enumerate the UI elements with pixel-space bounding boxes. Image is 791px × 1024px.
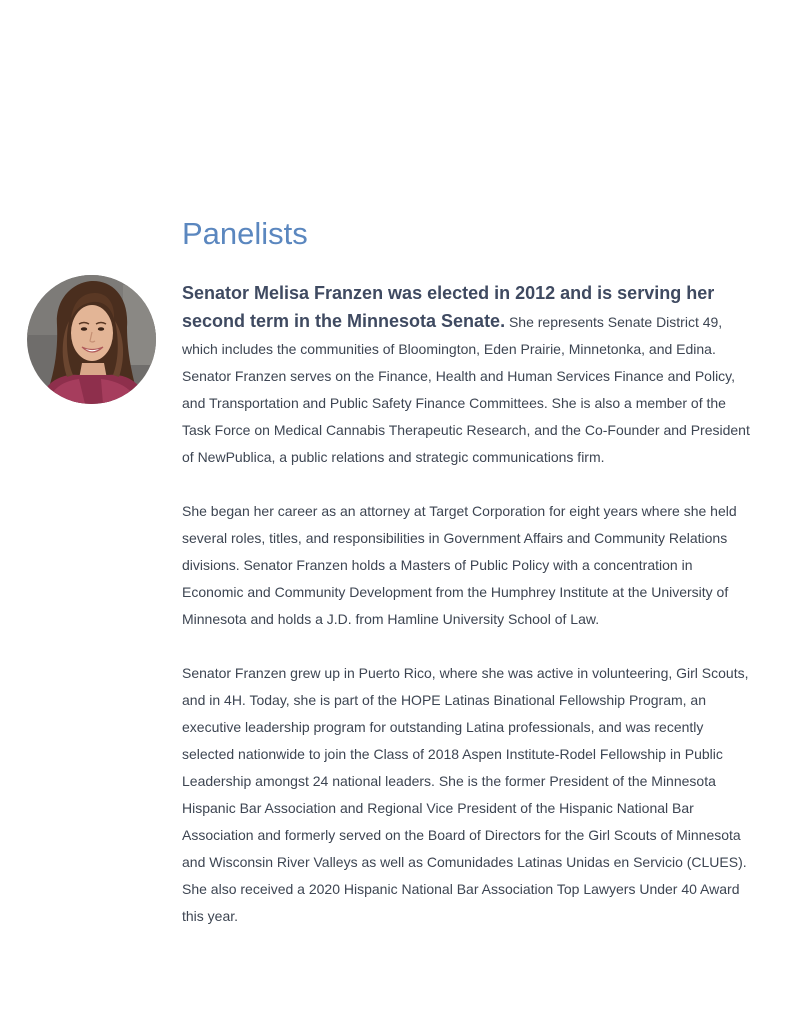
bio-lead: Senator Melisa Franzen was elected in 2012 and is serving her second term in the Minnesota Senate. <box>182 283 715 331</box>
bio-paragraph-3: Senator Franzen grew up in Puerto Rico, where she was active in volunteering, Girl Scouts, and in 4H. Today, she is part of the HOPE Latinas Binational Fellowship Program, an executive leadership program for outstanding Latina professionals, and was recently selected nationwide to join the Class of 2018 Aspen Institute-Rodel Fellowship in Public Leadership amongst 24 national leaders. She is the former President of the Minnesota Hispanic Bar Association and Regional Vice President of the Hispanic National Bar Association and formerly served on the Board of Directors for the Girl Scouts of Minnesota and Wisconsin River Valleys as well as Comunidades Latinas Unidas en Servicio (CLUES). She also received a 2020 Hispanic National Bar Association Top Lawyers Under 40 Award this year. <box>182 665 749 924</box>
bio-paragraph-1-text: She represents Senate District 49, which includes the communities of Bloomington, Eden Prairie, Minnetonka, and Edina. Senator Franzen serves on the Finance, Health and Human Services Finance and Policy, and Transportation and Public Safety Finance Committees. She is also a member of the Task Force on Medical Cannabis Therapeutic Research, and the Co-Founder and President of NewPublica, a public relations and strategic communications firm. <box>182 314 750 465</box>
bio-paragraph-1 <box>182 280 754 471</box>
panelist-bio <box>182 280 754 930</box>
panelist-photo <box>27 275 156 404</box>
bio-paragraph-2: She began her career as an attorney at Target Corporation for eight years where she held several roles, titles, and responsibilities in Government Affairs and Community Relations divisions. Senator Franzen holds a Masters of Public Policy with a concentration in Economic and Community Development from the Humphrey Institute at the University of Minnesota and holds a J.D. from Hamline University School of Law. <box>182 503 737 627</box>
section-heading: Panelists <box>182 216 308 251</box>
